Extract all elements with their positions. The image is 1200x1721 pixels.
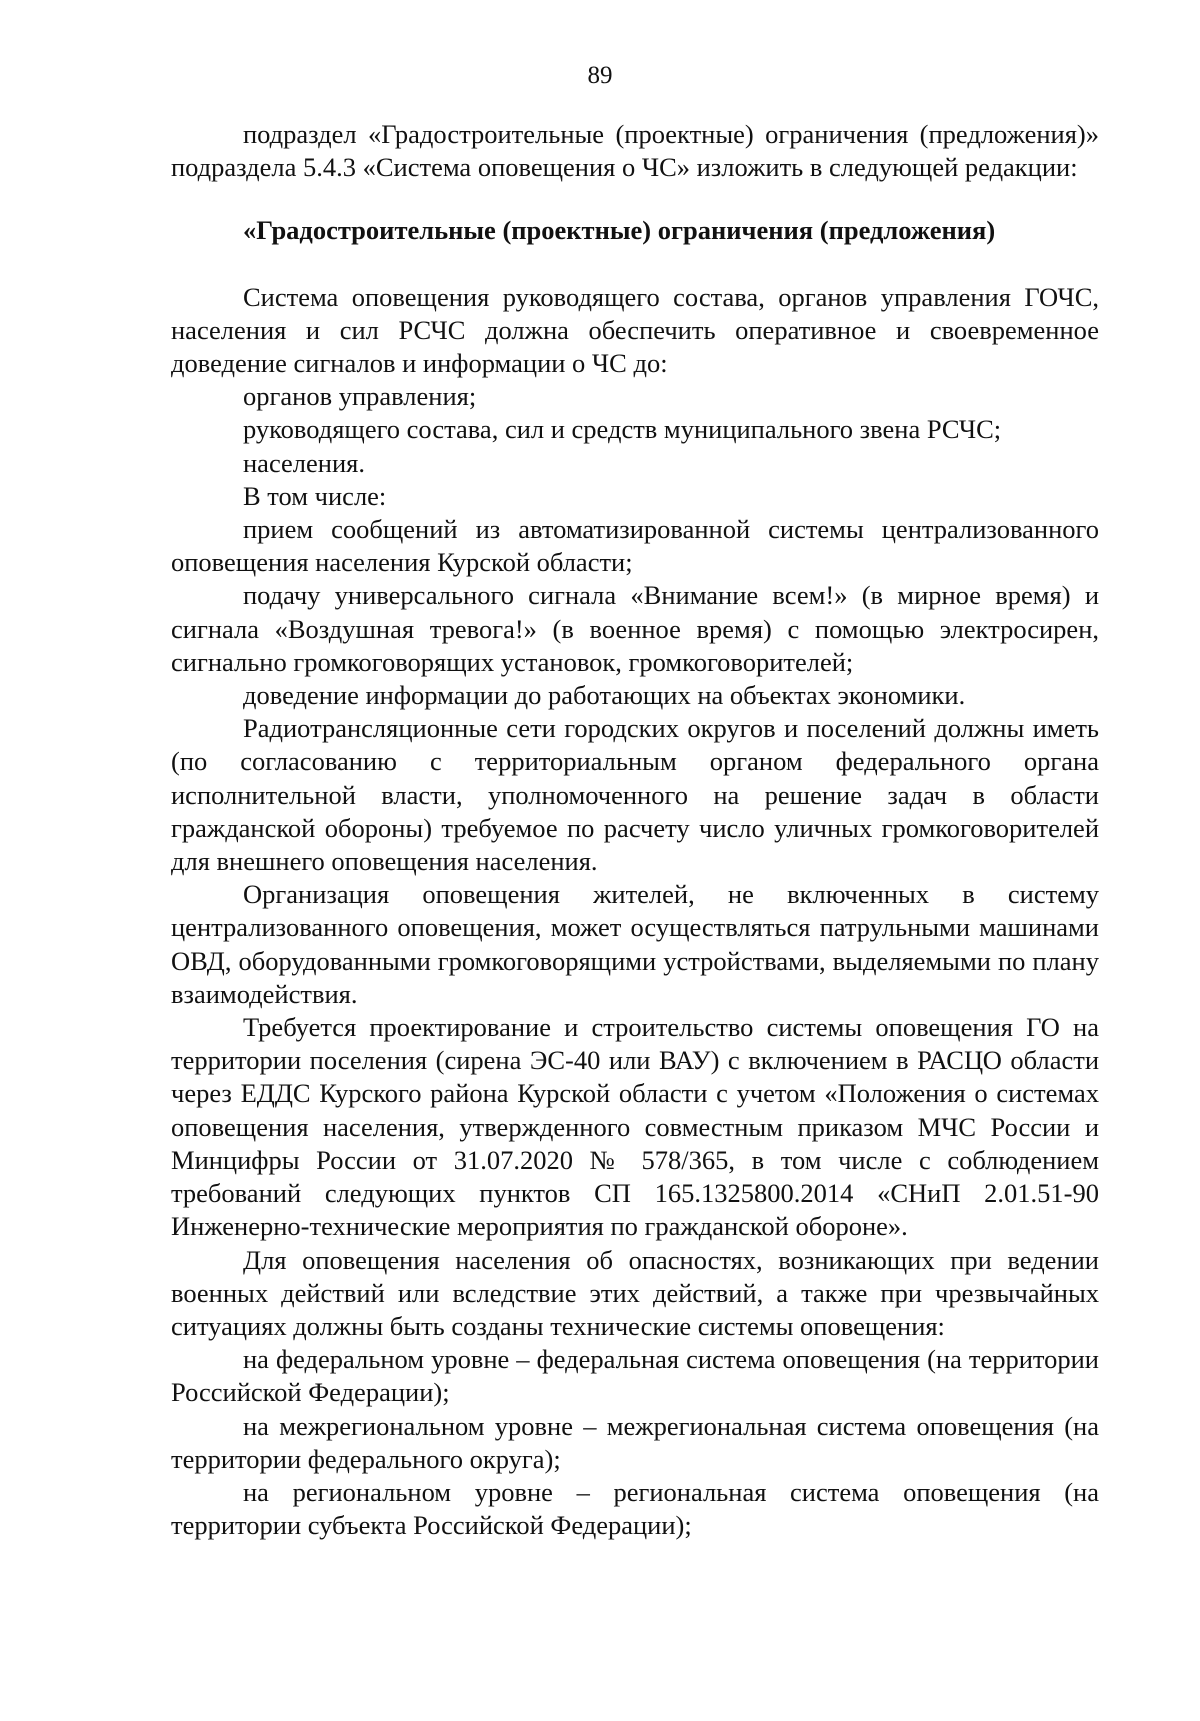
list-item: прием сообщений из автоматизированной системы централизованного оповещения населения Курской области; [171,514,1099,578]
list-item: органов управления; [243,381,477,412]
intro-paragraph: подраздел «Градостроительные (проектные) ограничения (предложения)» подраздела 5.4.3 «Система оповещения о ЧС» изложить в следующей редакции: [171,119,1099,183]
section-title: «Градостроительные (проектные) ограничения (предложения) [243,215,996,246]
page-number: 89 [587,62,613,89]
list-item: на федеральном уровне – федеральная система оповещения (на территории Российской Федерации); [171,1344,1099,1408]
list-item: подачу универсального сигнала «Внимание всем!» (в мирное время) и сигнала «Воздушная тревога!» (в военное время) с помощью электросирен, сигнально громкоговорящих установок, громкоговорителей; [171,580,1099,677]
paragraph: Радиотрансляционные сети городских округов и поселений должны иметь (по согласованию с территориальным органом федерального органа исполнительной власти, уполномоченного на решение задач в области гражданской обороны) требуемое по расчету число уличных громкоговорителей для внешнего оповещения населения. [171,713,1099,877]
list-item: на региональном уровне – региональная система оповещения (на территории субъекта Российской Федерации); [171,1476,1099,1541]
document-body [171,118,1099,1542]
paragraph: Система оповещения руководящего состава, органов управления ГОЧС, населения и сил РСЧС должна обеспечить оперативное и своевременное доведение сигналов и информации о ЧС до: [171,281,1099,379]
list-item: руководящего состава, сил и средств муниципального звена РСЧС; [243,414,1002,445]
paragraph: Для оповещения населения об опасностях, возникающих при ведении военных действий или вследствие этих действий, а также при чрезвычайных ситуациях должны быть созданы технические системы оповещения: [171,1244,1099,1341]
paragraph: Требуется проектирование и строительство системы оповещения ГО на территории поселения (сирена ЭС-40 или ВАУ) с включением в РАСЦО области через ЕДДС Курского района Курской области с учетом «Положения о системах оповещения населения, утвержденного совместным приказом МЧС России и Минцифры России от 31.07.2020 № 578/365, в том числе с соблюдением требований следующих пунктов СП 165.1325800.2014 «СНиП 2.01.51-90 Инженерно-технические мероприятия по гражданской обороне». [171,1012,1099,1242]
list-item: на межрегиональном уровне – межрегиональная система оповещения (на территории федерального округа); [171,1410,1099,1474]
list-item: населения. [243,447,365,478]
paragraph: В том числе: [243,480,387,511]
list-item: доведение информации до работающих на объектах экономики. [243,680,966,711]
paragraph: Организация оповещения жителей, не включенных в систему централизованного оповещения, может осуществляться патрульными машинами ОВД, оборудованными громкоговорящими устройствами, выделяемыми по плану взаимодействия. [171,879,1099,1009]
